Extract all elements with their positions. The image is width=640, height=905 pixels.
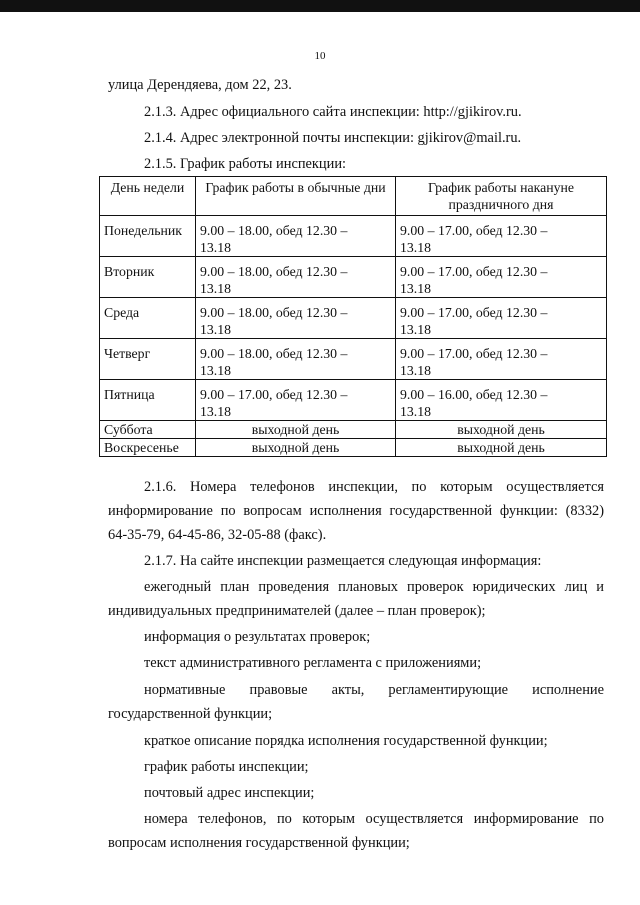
table-header-row [100,177,607,216]
table-row [100,216,607,257]
schedule-table [99,176,607,457]
phones-paragraph-line-2: информирование по вопросам исполнения государственной функции: (8332) [108,503,604,519]
table-row [100,298,607,339]
day-cell: Воскресенье [100,439,196,457]
holiday-hours: 9.00 – 17.00, обед 12.30 – [400,264,548,279]
top-border-line [0,0,640,12]
postal-item: почтовый адрес инспекции; [144,785,315,801]
holiday-lunch-end: 13.18 [400,404,432,419]
day-cell: Вторник [100,257,196,298]
normal-hours: 9.00 – 18.00, обед 12.30 – [200,346,348,361]
normal-hours: 9.00 – 17.00, обед 12.30 – [200,387,348,402]
holiday-hours-cell: выходной день [396,421,607,439]
regulation-item: текст административного регламента с приложениями; [144,655,482,671]
header-normal: График работы в обычные дни [196,177,396,216]
phones-paragraph-line-3: 64-35-79, 64-45-86, 32-05-88 (факс). [108,527,327,543]
phones-item-line-2: вопросам исполнения государственной функции; [108,835,410,851]
header-holiday: График работы накануне праздничного дня [396,177,607,216]
normal-lunch-end: 13.18 [200,281,232,296]
site-line: 2.1.3. Адрес официального сайта инспекции: http://gjikirov.ru. [144,104,522,120]
day-cell: Среда [100,298,196,339]
plan-item-line-1: ежегодный план проведения плановых проверок юридических лиц и [144,579,604,595]
day-cell: Пятница [100,380,196,421]
schedule-item: график работы инспекции; [144,759,309,775]
holiday-hours: 9.00 – 17.00, обед 12.30 – [400,305,548,320]
email-line: 2.1.4. Адрес электронной почты инспекции: gjikirov@mail.ru. [144,130,522,146]
table-row [100,257,607,298]
normal-lunch-end: 13.18 [200,240,232,255]
table-row [100,439,607,457]
normal-lunch-end: 13.18 [200,322,232,337]
normal-lunch-end: 13.18 [200,363,232,378]
table-row [100,421,607,439]
holiday-hours: 9.00 – 16.00, обед 12.30 – [400,387,548,402]
table-row [100,380,607,421]
holiday-lunch-end: 13.18 [400,240,432,255]
header-day: День недели [100,177,196,216]
day-cell: Четверг [100,339,196,380]
plan-item-line-2: индивидуальных предпринимателей (далее – план проверок); [108,603,486,619]
page-number: 10 [314,50,326,62]
table-row [100,339,607,380]
normal-hours-cell [196,216,396,257]
holiday-lunch-end: 13.18 [400,281,432,296]
holiday-hours: 9.00 – 17.00, обед 12.30 – [400,346,548,361]
acts-item-line-1: нормативные правовые акты, регламентирующие исполнение [144,682,604,698]
results-item: информация о результатах проверок; [144,629,371,645]
normal-hours-cell: выходной день [196,421,396,439]
holiday-hours-cell [396,339,607,380]
holiday-hours-cell [396,298,607,339]
holiday-lunch-end: 13.18 [400,363,432,378]
holiday-hours-cell [396,257,607,298]
holiday-hours: 9.00 – 17.00, обед 12.30 – [400,223,548,238]
holiday-hours-cell: выходной день [396,439,607,457]
holiday-hours-cell [396,216,607,257]
normal-hours: 9.00 – 18.00, обед 12.30 – [200,305,348,320]
site-info-heading: 2.1.7. На сайте инспекции размещается следующая информация: [144,553,542,569]
description-item: краткое описание порядка исполнения государственной функции; [144,733,548,749]
phones-paragraph-line-1: 2.1.6. Номера телефонов инспекции, по которым осуществляется [144,479,604,495]
normal-lunch-end: 13.18 [200,404,232,419]
day-cell: Суббота [100,421,196,439]
phones-item-line-1: номера телефонов, по которым осуществляется информирование по [144,811,604,827]
schedule-caption: 2.1.5. График работы инспекции: [144,156,347,172]
day-cell: Понедельник [100,216,196,257]
street-line: улица Дерендяева, дом 22, 23. [108,77,292,93]
holiday-lunch-end: 13.18 [400,322,432,337]
normal-hours: 9.00 – 18.00, обед 12.30 – [200,264,348,279]
normal-hours-cell [196,257,396,298]
normal-hours: 9.00 – 18.00, обед 12.30 – [200,223,348,238]
normal-hours-cell [196,380,396,421]
normal-hours-cell [196,339,396,380]
holiday-hours-cell [396,380,607,421]
normal-hours-cell: выходной день [196,439,396,457]
acts-item-line-2: государственной функции; [108,706,273,722]
normal-hours-cell [196,298,396,339]
